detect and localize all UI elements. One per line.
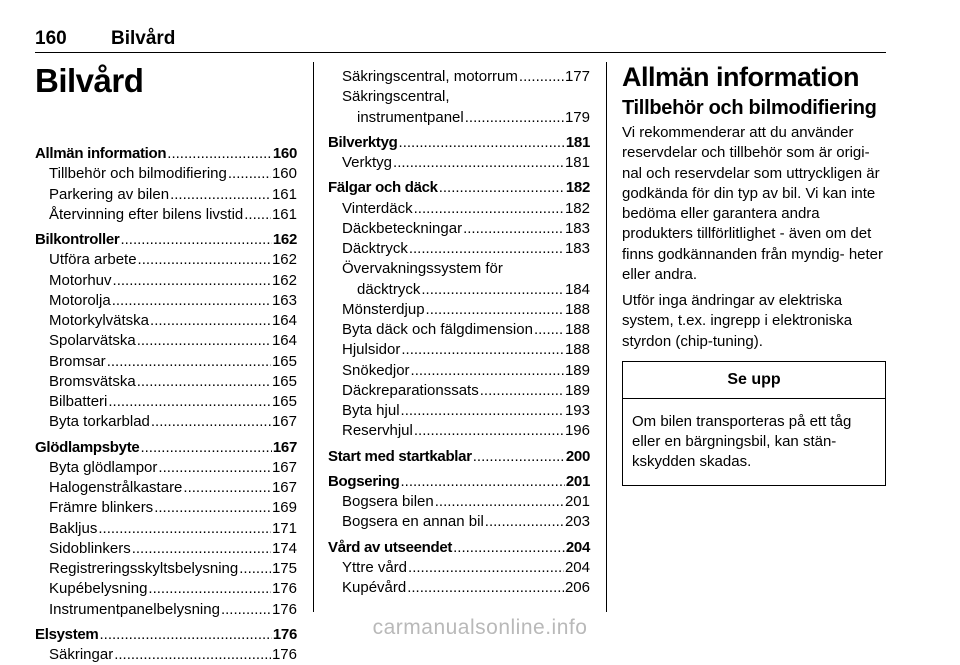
toc-leader-dots (137, 372, 271, 392)
toc-leader-dots (400, 472, 564, 492)
toc-leader-dots (534, 320, 564, 340)
toc-entry-label: Sidoblinkers (49, 539, 131, 557)
toc-entry-page: 193 (564, 402, 590, 419)
paragraph-electrical: Utför inga ändringar av elektriska system, t.ex. ingrepp i elektroniska styrdon (chip-tuning). (622, 292, 853, 350)
toc-entry-page: 165 (271, 372, 297, 390)
toc-leader-dots (480, 381, 564, 401)
toc-leader-dots (463, 219, 564, 239)
toc-leader-dots (426, 300, 564, 320)
toc-entry-page: 164 (271, 332, 297, 350)
toc-leader-dots (465, 108, 564, 128)
toc-entry-label: Parkering av bilen (49, 185, 170, 203)
toc-entry-page: 167 (271, 413, 297, 431)
toc-entry-label: Byta torkarblad (49, 413, 150, 431)
column-divider-1 (313, 62, 314, 612)
toc-entry-page: 164 (271, 312, 297, 329)
toc-entry-label: däcktryck (357, 280, 421, 298)
toc-entry-page: 204 (564, 558, 590, 576)
toc-entry-page: 203 (564, 513, 590, 531)
toc-leader-dots (98, 519, 271, 539)
toc-entry-label: Snökedjor (342, 361, 410, 379)
toc-section-entry[interactable] (328, 538, 590, 558)
toc-entry[interactable] (328, 578, 590, 598)
toc-entry[interactable] (35, 412, 297, 432)
caution-title: Se upp (623, 362, 885, 399)
toc-entry[interactable] (328, 340, 590, 360)
chapter-title: Bilvård (35, 62, 144, 99)
paragraph-accessories: Vi rekommenderar att du använder reservdelar och tillbehör som är origi- nal och reservdelar som uttryckligen är godkända för din typ av bil. Vi kan inte bedöma eller garantera andra produkters tillförlitlighet - även om det finns godkännanden från myndig- heter eller andra. (622, 124, 884, 283)
toc-entry-label: Tillbehör och bilmodifiering (49, 165, 227, 183)
toc-entry-page: 175 (271, 560, 297, 577)
toc-entry[interactable] (328, 512, 590, 532)
toc-entry[interactable] (35, 478, 297, 498)
toc-entry-label: Säkringar (49, 646, 114, 663)
toc-section-entry[interactable] (328, 133, 590, 153)
toc-entry-page: 163 (271, 291, 297, 309)
toc-leader-dots (401, 401, 564, 421)
section-column (622, 62, 886, 486)
toc-entry-label: Motorkylvätska (49, 312, 150, 329)
toc-entry-label: Mönsterdjup (342, 300, 425, 318)
toc-entry-label: Start med startkablar (328, 447, 472, 465)
toc-entry[interactable] (35, 539, 297, 559)
watermark: carmanualsonline.info (372, 616, 588, 639)
toc-entry-label: Bilverktyg (328, 133, 398, 151)
toc-entry-page: 165 (271, 352, 297, 370)
toc-leader-dots (137, 331, 271, 351)
toc-entry-label: Vinterdäck (342, 199, 413, 217)
toc-section-entry[interactable] (328, 472, 590, 492)
toc-entry-page: 161 (271, 205, 297, 223)
toc-leader-dots (421, 280, 564, 300)
toc-entry-page: 183 (564, 240, 590, 257)
toc-entry-page: 188 (564, 300, 590, 318)
toc-entry-label: Bilbatteri (49, 393, 108, 410)
toc-leader-dots (140, 438, 271, 458)
toc-entry-page: 189 (564, 361, 590, 379)
toc-entry-label: Utföra arbete (49, 251, 137, 269)
toc-leader-dots (228, 164, 271, 184)
toc-entry-page: 201 (564, 493, 590, 510)
toc-entry-label: Bromsvätska (49, 372, 136, 390)
page-header (35, 28, 886, 53)
toc-entry-label: Säkringscentral, (342, 88, 450, 106)
toc-section-entry[interactable] (35, 230, 297, 250)
toc-entry-page: 176 (271, 580, 297, 598)
toc-entry[interactable] (35, 311, 297, 331)
toc-entry-page: 177 (564, 68, 590, 85)
toc-section-entry[interactable] (328, 447, 590, 467)
toc-entry-label: Spolarvätska (49, 332, 136, 350)
toc-entry-page: 162 (271, 251, 297, 269)
toc-entry-page: 160 (271, 165, 297, 183)
toc-entry[interactable] (328, 401, 590, 421)
toc-leader-dots (107, 352, 271, 372)
toc-entry-label: Däcktryck (342, 240, 408, 257)
toc-entry-page: 181 (565, 133, 590, 151)
toc-entry-label: Allmän information (35, 145, 167, 162)
toc-entry[interactable] (328, 361, 590, 381)
toc-entry-label: Yttre vård (342, 558, 408, 576)
toc-entry-page: 174 (271, 539, 297, 557)
column-divider-2 (606, 62, 607, 612)
toc-entry-label: Däckbeteckningar (342, 219, 463, 237)
toc-entry-label: Verktyg (342, 154, 393, 171)
toc-leader-dots (401, 340, 564, 360)
toc-leader-dots (138, 250, 271, 270)
toc-entry[interactable] (328, 153, 590, 173)
toc-entry-label: Byta hjul (342, 402, 400, 419)
toc-entry[interactable] (35, 372, 297, 392)
toc-entry[interactable] (328, 381, 590, 401)
toc-entry[interactable] (328, 320, 590, 340)
toc-entry-page: 182 (564, 199, 590, 217)
toc-entry-page: 183 (564, 219, 590, 237)
toc-leader-dots (485, 512, 564, 532)
page-number: 160 (35, 28, 67, 49)
toc-entry[interactable] (328, 67, 590, 87)
toc-entry-label: Registreringsskyltsbelysning (49, 560, 239, 577)
toc-leader-dots (408, 558, 564, 578)
toc-entry[interactable] (35, 185, 297, 205)
toc-entry-label: Hjulsidor (342, 341, 401, 359)
toc-section-entry[interactable] (328, 178, 590, 198)
toc-entry[interactable] (35, 519, 297, 539)
toc-leader-dots (120, 230, 271, 250)
toc-entry[interactable] (35, 164, 297, 184)
toc-entry-page: 196 (564, 422, 590, 440)
toc-leader-dots (148, 579, 271, 599)
toc-entry-label: Halogenstrålkastare (49, 479, 183, 496)
toc-entry[interactable] (35, 352, 297, 372)
toc-leader-dots (183, 478, 271, 498)
toc-entry[interactable] (35, 458, 297, 478)
toc-section-entry[interactable] (35, 438, 297, 458)
toc-entry-label: Bakljus (49, 519, 98, 537)
toc-entry-label: Fälgar och däck (328, 179, 438, 197)
toc-leader-dots (244, 205, 271, 225)
toc-entry[interactable] (35, 205, 297, 225)
section-subheading: Tillbehör och bilmodifiering (622, 97, 877, 119)
toc-entry-label: Bilkontroller (35, 231, 120, 248)
toc-leader-dots (435, 492, 564, 512)
toc-entry-page: 161 (271, 185, 297, 203)
toc-leader-dots (150, 311, 271, 331)
toc-entry-label: Instrumentpanelbelysning (49, 600, 220, 618)
toc-entry[interactable] (328, 199, 590, 219)
toc-entry-page: 176 (272, 625, 297, 643)
header-title: Bilvård (111, 28, 176, 49)
toc-entry-label: Kupébelysning (49, 580, 148, 598)
toc-entry[interactable] (35, 645, 297, 665)
caution-box (622, 361, 886, 486)
toc-entry[interactable] (35, 498, 297, 518)
toc-leader-dots (473, 447, 565, 467)
toc-leader-dots (239, 559, 271, 579)
toc-entry-page: 179 (564, 108, 590, 126)
toc-entry[interactable] (35, 579, 297, 599)
toc-entry-label: Bogsera en annan bil (342, 513, 484, 531)
toc-entry-page: 176 (271, 600, 297, 618)
toc-entry[interactable] (35, 291, 297, 311)
toc-entry-page: 201 (565, 472, 590, 490)
toc-entry-label: Glödlampsbyte (35, 438, 140, 456)
caution-text: Om bilen transporteras på ett tåg eller en bärgningsbil, kan stän- kskydden skadas. (632, 412, 852, 471)
toc-leader-dots (158, 458, 271, 478)
toc-leader-dots (154, 498, 271, 518)
toc-entry-page: 162 (271, 271, 297, 289)
toc-leader-dots (132, 539, 271, 559)
toc-entry[interactable] (328, 421, 590, 441)
toc-entry[interactable] (328, 300, 590, 320)
toc-entry-page: 165 (271, 393, 297, 410)
toc-entry-page: 184 (564, 280, 590, 298)
toc-entry-label: instrumentpanel (357, 108, 464, 126)
toc-entry-page: 188 (564, 321, 590, 338)
toc-entry-label: Säkringscentral, motorrum (342, 68, 518, 85)
toc-leader-dots (399, 133, 565, 153)
toc-leader-dots (108, 392, 271, 412)
toc-entry-label: Återvinning efter bilens livstid (49, 205, 244, 223)
toc-entry-page: 204 (565, 538, 590, 556)
toc-leader-dots (409, 239, 564, 259)
toc-entry-label: Motorolja (49, 291, 111, 309)
toc-entry-label: Elsystem (35, 625, 99, 643)
toc-leader-dots (393, 153, 564, 173)
toc-entry[interactable] (328, 558, 590, 578)
toc-leader-dots (453, 538, 565, 558)
toc-entry-label: Däckreparationssats (342, 381, 479, 399)
toc-leader-dots (113, 271, 271, 291)
toc-entry[interactable] (328, 239, 590, 259)
toc-entry-label: Främre blinkers (49, 499, 154, 517)
toc-leader-dots (112, 291, 271, 311)
toc-entry-page: 167 (272, 438, 297, 456)
toc-entry-page: 160 (272, 145, 297, 162)
toc-leader-dots (407, 578, 564, 598)
toc-entry[interactable] (328, 219, 590, 239)
toc-leader-dots (167, 144, 272, 164)
toc-entry[interactable] (35, 331, 297, 351)
toc-leader-dots (519, 67, 564, 87)
toc-entry-label: Motorhuv (49, 271, 112, 289)
toc-entry-label: Kupévård (342, 579, 407, 596)
toc-entry-label: Vård av utseendet (328, 538, 453, 556)
toc-entry-label: Bogsering (328, 472, 400, 490)
toc-entry[interactable] (35, 271, 297, 291)
toc-entry-page: 182 (565, 179, 590, 197)
toc-leader-dots (411, 361, 564, 381)
toc-leader-dots (114, 645, 271, 665)
toc-entry-label: Bogsera bilen (342, 493, 434, 510)
toc-entry-page: 169 (271, 499, 297, 517)
toc-entry-page: 176 (271, 646, 297, 663)
toc-entry-page: 162 (272, 231, 297, 248)
toc-entry-page: 206 (564, 579, 590, 596)
toc-entry-page: 189 (564, 381, 590, 399)
toc-section-entry[interactable] (35, 144, 297, 164)
section-heading: Allmän information (622, 62, 860, 92)
toc-entry-page: 200 (565, 447, 590, 465)
toc-entry[interactable] (35, 250, 297, 270)
toc-entry-label: Bromsar (49, 352, 106, 370)
toc-leader-dots (414, 421, 564, 441)
toc-entry-page: 188 (564, 341, 590, 359)
toc-entry-page: 167 (271, 479, 297, 496)
toc-entry[interactable] (35, 559, 297, 579)
toc-entry-label: Byta glödlampor (49, 458, 158, 476)
toc-entry-label: Reservhjul (342, 422, 413, 440)
toc-entry[interactable] (328, 492, 590, 512)
toc-leader-dots (170, 185, 271, 205)
toc-entry-page: 171 (271, 519, 297, 537)
toc-entry-page: 167 (271, 458, 297, 476)
toc-column-1 (35, 144, 297, 665)
toc-leader-dots (414, 199, 564, 219)
toc-leader-dots (439, 178, 565, 198)
toc-entry[interactable] (328, 280, 590, 300)
toc-leader-dots (151, 412, 271, 432)
toc-entry-label: Byta däck och fälgdimension (342, 321, 533, 338)
toc-column-2 (328, 67, 590, 598)
toc-entry-label: Övervakningssystem för (342, 260, 503, 278)
toc-entry[interactable] (35, 392, 297, 412)
toc-entry[interactable] (328, 108, 590, 128)
toc-entry-page: 181 (564, 154, 590, 171)
